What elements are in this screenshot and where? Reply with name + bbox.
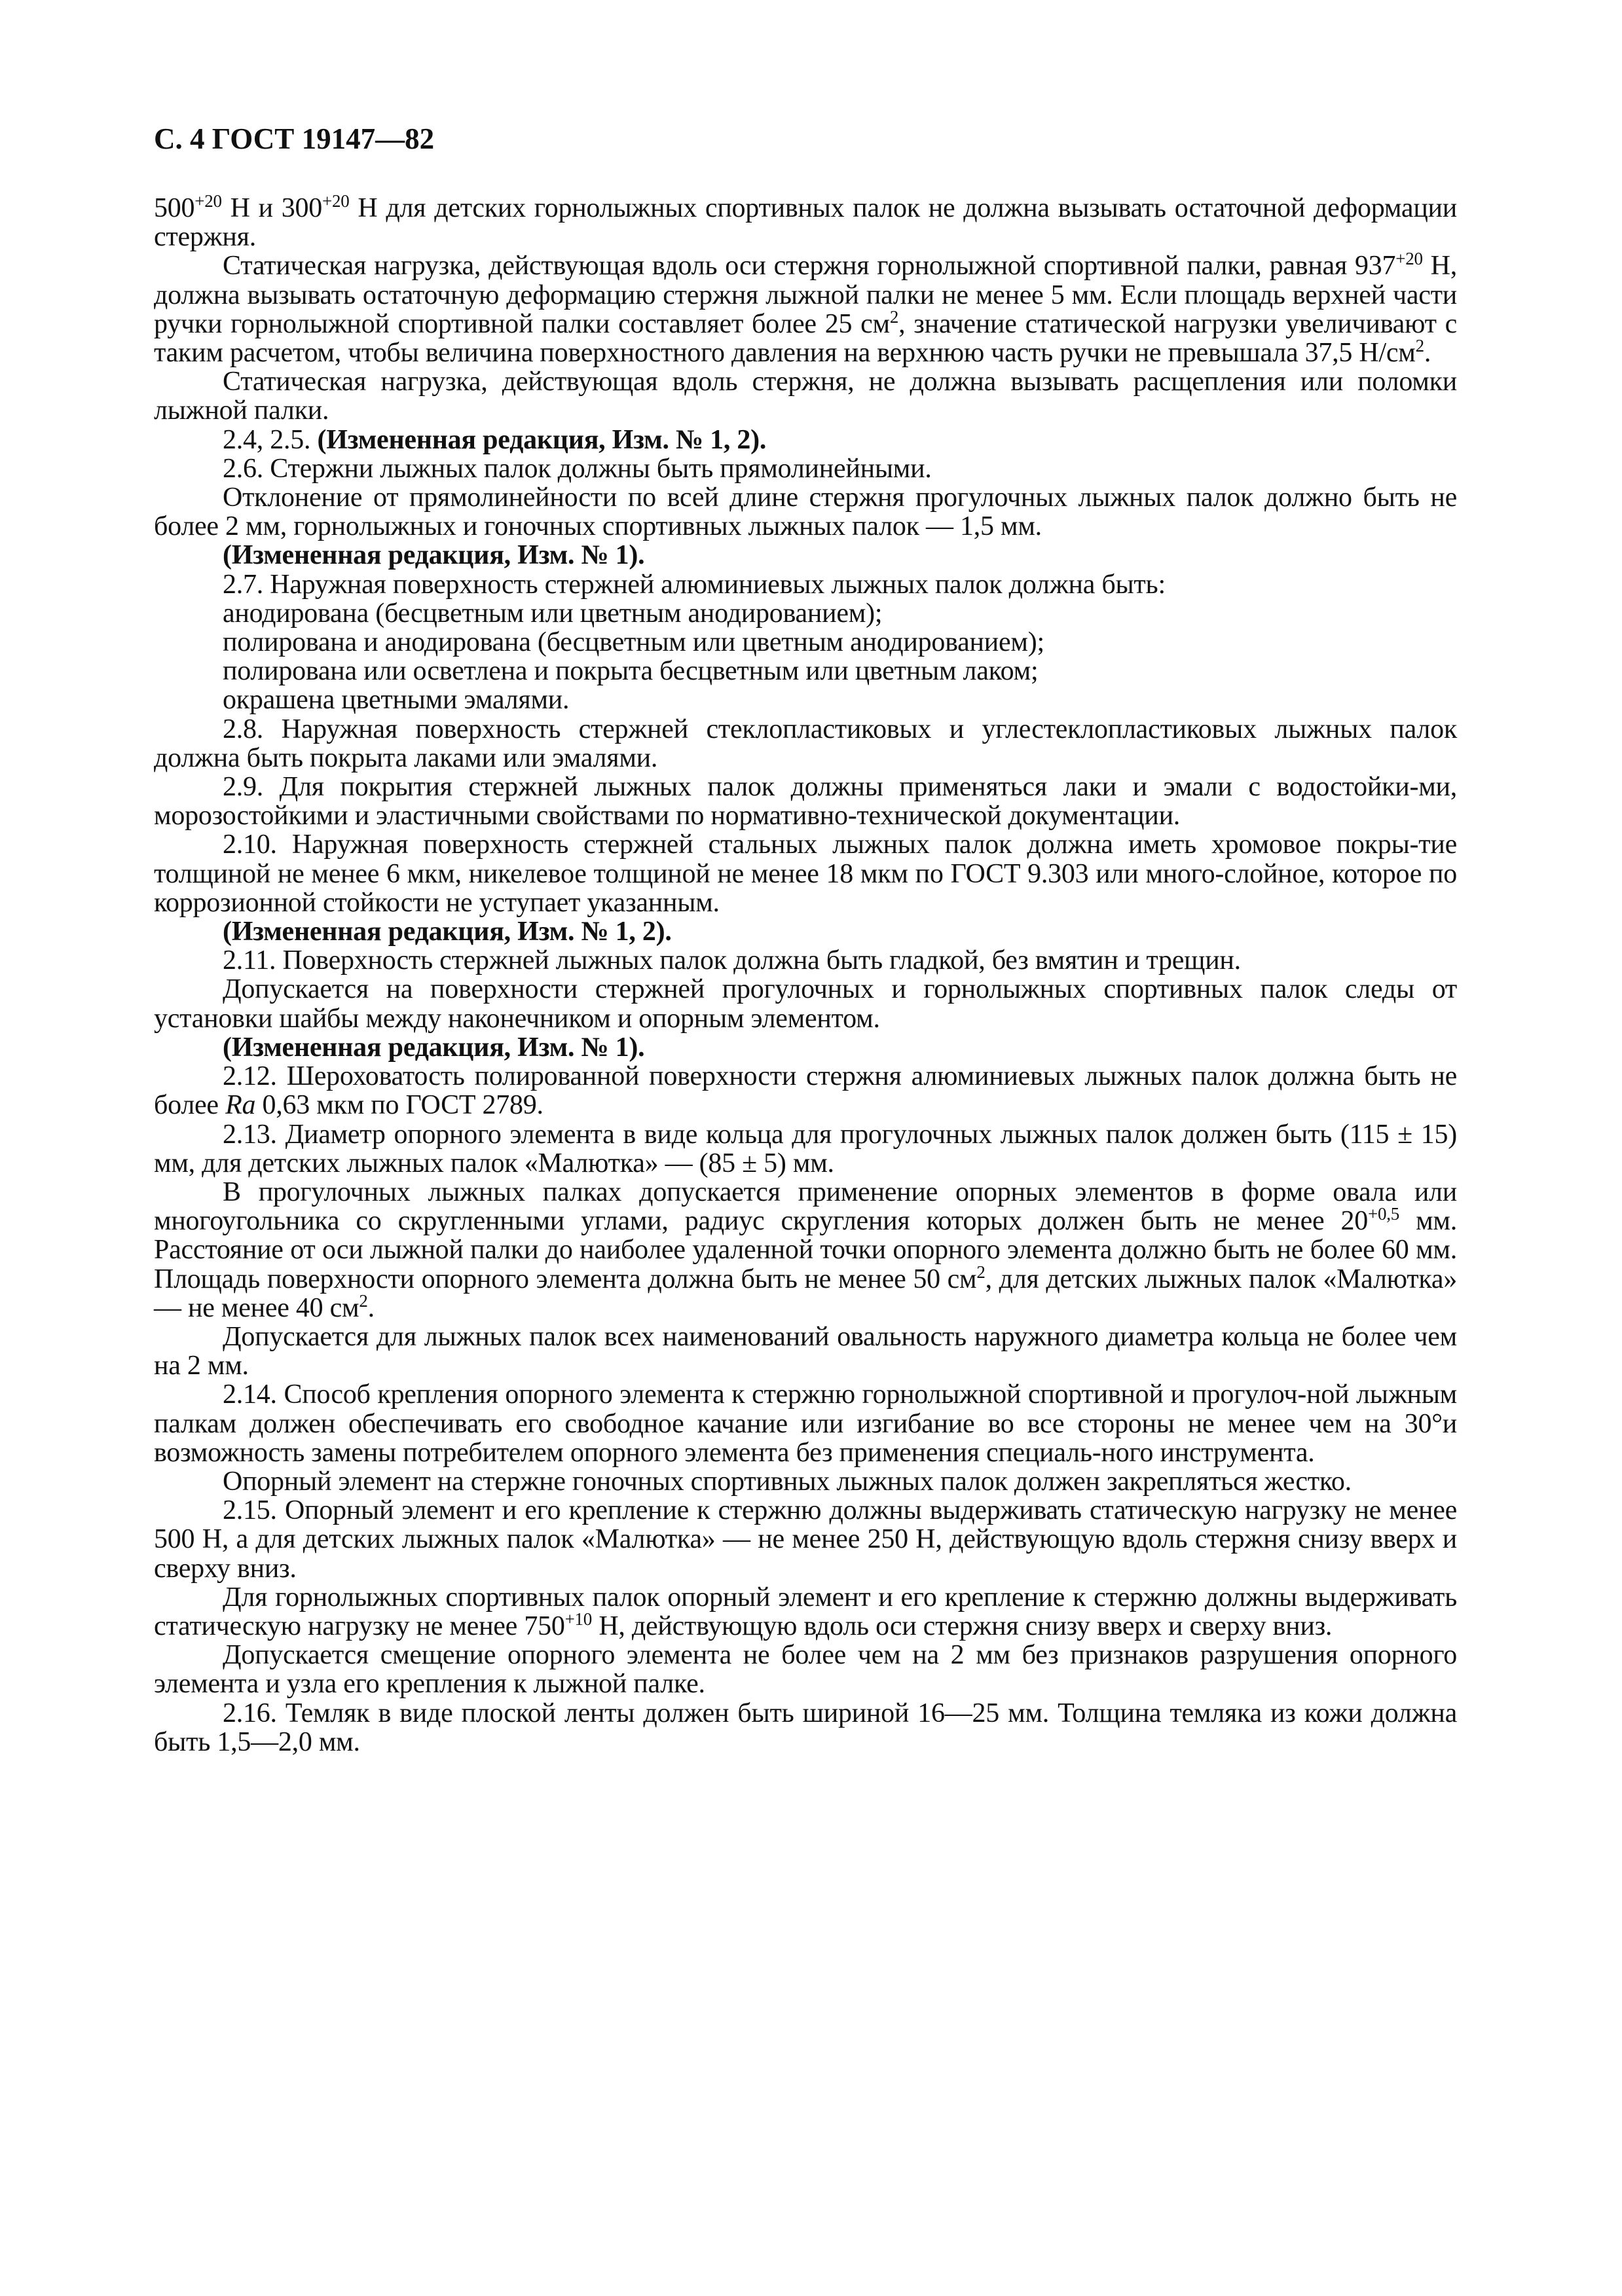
amendment-note: (Измененная редакция, Изм. № 1). <box>223 1032 645 1063</box>
paragraph: Статическая нагрузка, действующая вдоль стержня, не должна вызывать расщепления или поломки лыжной палки. <box>154 367 1457 426</box>
clause-2-9: 2.9. Для покрытия стержней лыжных палок должны применяться лаки и эмали с водостойки-ми, морозостойкими и эластичными свойствами по нормативно-технической документации. <box>154 772 1457 831</box>
amendment-note: (Измененная редакция, Изм. № 1). <box>223 540 645 571</box>
document-page <box>154 119 1457 1757</box>
clause-2-6: 2.6. Стержни лыжных палок должны быть прямолинейными. <box>223 453 932 484</box>
list-item: анодирована (бесцветным или цветным анодированием); <box>223 598 883 629</box>
list-item: полирована или осветлена и покрыта бесцветным или цветным лаком; <box>223 656 1039 687</box>
paragraph: В прогулочных лыжных палках допускается применение опорных элементов в форме овала или многоугольника со скругленными углами, радиус скругления которых должен быть не менее $20^{+0,5}$ мм. Расстояние от оси лыжной палки до наиболее удаленной точки опорного элемента должно быть не более 60 мм. Площадь поверхности опорного элемента должна быть не менее 50 $см^2$, для детских лыжных палок «Малютка» — не менее 40 $см^2$. <box>154 1176 1457 1323</box>
paragraph: 2.4, 2.5. (Измененная редакция, Изм. № 1, 2). <box>223 424 767 455</box>
clause-2-14: 2.14. Способ крепления опорного элемента к стержню горнолыжной спортивной и прогулоч-ной лыжным палкам должен обеспечивать его свободное качание или изгибание во все стороны не менее чем на 30°и возможность замены потребителем опорного элемента без применения специаль-ного инструмента. <box>154 1379 1457 1468</box>
clause-2-12: 2.12. Шероховатость полированной поверхности стержня алюминиевых лыжных палок должна быть не более Ra 0,63 мкм по ГОСТ 2789. <box>154 1061 1457 1121</box>
clause-2-10: 2.10. Наружная поверхность стержней стальных лыжных палок должна иметь хромовое покры-тие толщиной не менее 6 мкм, никелевое толщиной не менее 18 мкм по ГОСТ 9.303 или много-слойное, которое по коррозионной стойкости не уступает указанным. <box>154 829 1457 918</box>
paragraph: Допускается для лыжных палок всех наименований овальность наружного диаметра кольца не более чем на 2 мм. <box>154 1321 1457 1381</box>
clause-2-13: 2.13. Диаметр опорного элемента в виде кольца для прогулочных лыжных палок должен быть (115 ± 15) мм, для детских лыжных палок «Малютка» — (85 ± 5) мм. <box>154 1119 1457 1178</box>
paragraph: Допускается на поверхности стержней прогулочных и горнолыжных спортивных палок следы от установки шайбы между наконечником и опорным элементом. <box>154 974 1457 1034</box>
paragraph: Допускается смещение опорного элемента не более чем на 2 мм без признаков разрушения опорного элемента и узла его крепления к лыжной палке. <box>154 1640 1457 1700</box>
clause-2-15: 2.15. Опорный элемент и его крепление к стержню должны выдерживать статическую нагрузку не менее 500 Н, а для детских лыжных палок «Малютка» — не менее 250 Н, действующую вдоль стержня снизу вверх и сверху вниз. <box>154 1495 1457 1584</box>
amendment-note: (Измененная редакция, Изм. № 1, 2). <box>223 917 672 947</box>
clause-2-7: 2.7. Наружная поверхность стержней алюминиевых лыжных палок должна быть: <box>223 569 1166 600</box>
page-header: С. 4 ГОСТ 19147—82 <box>154 122 435 155</box>
list-item: полирована и анодирована (бесцветным или цветным анодированием); <box>223 627 1044 658</box>
amendment-note: (Измененная редакция, Изм. № 1, 2). <box>317 424 767 455</box>
paragraph: Для горнолыжных спортивных палок опорный элемент и его крепление к стержню должны выдерживать статическую нагрузку не менее $750^{+10}$ Н, действующую вдоль оси стержня снизу вверх и сверху вниз. <box>154 1582 1457 1641</box>
list-item: окрашена цветными эмалями. <box>223 685 570 716</box>
paragraph: Опорный элемент на стержне гоночных спортивных лыжных палок должен закрепляться жестко. <box>223 1466 1352 1497</box>
clause-2-11: 2.11. Поверхность стержней лыжных палок должна быть гладкой, без вмятин и трещин. <box>223 945 1241 976</box>
paragraph: $500^{+20}$ Н и $300^{+20}$ Н для детских горнолыжных спортивных палок не должна вызывать остаточной деформации стержня. <box>154 191 1457 253</box>
clause-2-8: 2.8. Наружная поверхность стержней стеклопластиковых и углестеклопластиковых лыжных палок должна быть покрыта лаками или эмалями. <box>154 714 1457 773</box>
paragraph: Отклонение от прямолинейности по всей длине стержня прогулочных лыжных палок должно быть не более 2 мм, горнолыжных и гоночных спортивных лыжных палок — 1,5 мм. <box>154 483 1457 542</box>
clause-2-16: 2.16. Темляк в виде плоской ленты должен быть шириной 16—25 мм. Толщина темляка из кожи должна быть 1,5—2,0 мм. <box>154 1698 1457 1757</box>
paragraph: Статическая нагрузка, действующая вдоль оси стержня горнолыжной спортивной палки, равная $937^{+20}$ Н, должна вызывать остаточную деформацию стержня лыжной палки не менее 5 мм. Если площадь верхней части ручки горнолыжной спортивной палки составляет более 25 $см^2$, значение статической нагрузки увеличивают с таким расчетом, чтобы величина поверхностного давления на верхнюю часть ручки не превышала 37,5 $Н/см^2$. <box>154 249 1457 369</box>
